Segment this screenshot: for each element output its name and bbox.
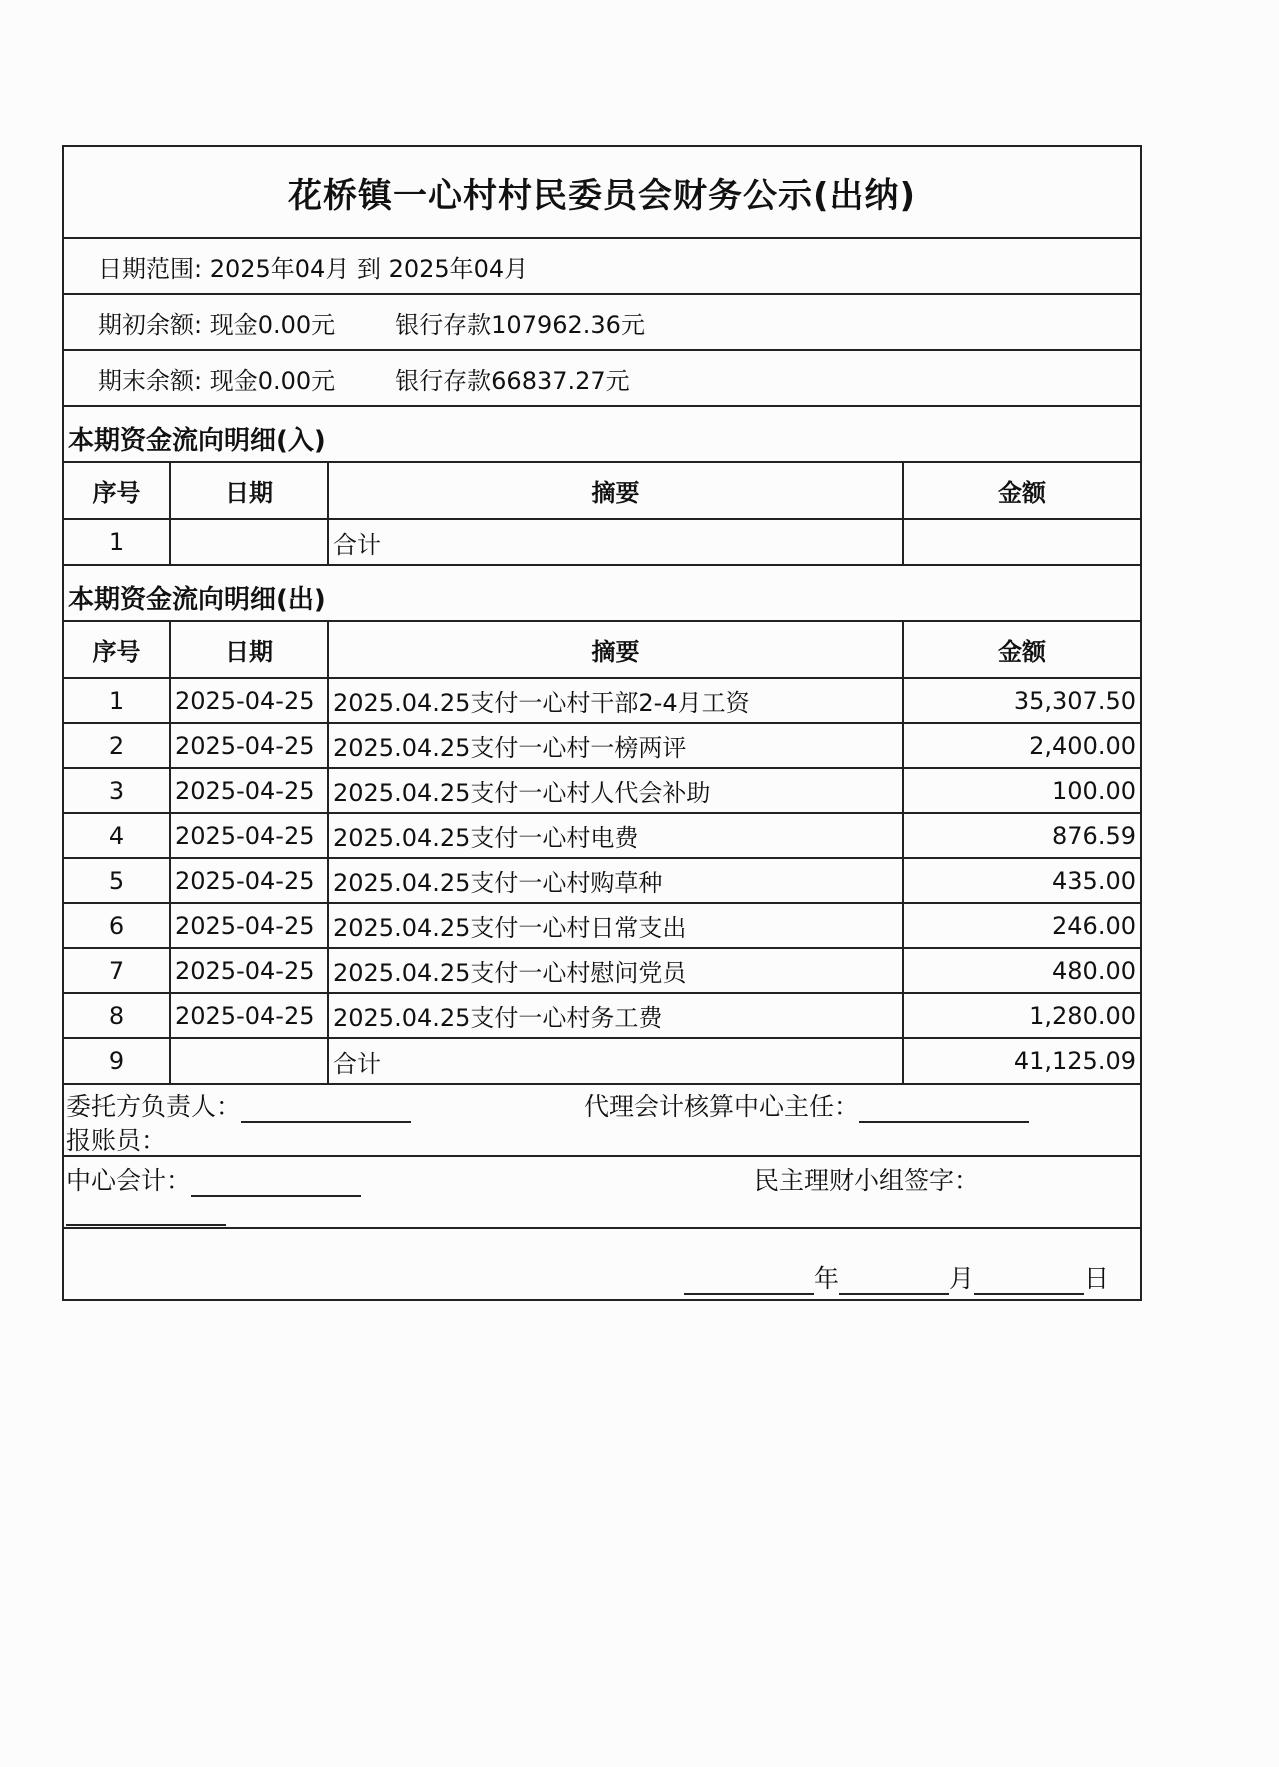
day-label: 日 [1084,1264,1110,1293]
signature-row-3 [64,1229,1140,1299]
clerk-sign-line[interactable] [166,1129,336,1157]
col-header: 摘要 [328,622,903,678]
table-row [64,903,1140,948]
principal-sign-line[interactable] [241,1095,411,1123]
row-date: 2025-04-25 [170,948,328,993]
row-amount [903,519,1140,564]
row-no: 4 [64,813,170,858]
income-header-row [64,463,1140,519]
row-summary: 2025.04.25支付一心村务工费 [328,993,903,1038]
day-line[interactable] [974,1267,1084,1295]
month-label: 月 [949,1264,975,1293]
row-amount: 435.00 [903,858,1140,903]
group-sign-label: 民主理财小组签字： [754,1166,980,1195]
row-date: 2025-04-25 [170,768,328,813]
table-row [64,519,1140,564]
signature-row-1 [64,1085,1140,1157]
col-header: 日期 [170,622,328,678]
row-date: 2025-04-25 [170,858,328,903]
center-accountant-sign-line[interactable] [191,1169,361,1197]
expense-table [64,622,1140,1083]
row-date [170,1038,328,1083]
row-date: 2025-04-25 [170,723,328,768]
closing-balance-row [64,351,1140,407]
table-row [64,993,1140,1038]
opening-balance-row [64,295,1140,351]
income-table [64,463,1140,564]
row-summary: 合计 [328,519,903,564]
title-row [64,147,1140,239]
center-accountant-label: 中心会计： [66,1166,192,1195]
row-summary: 2025.04.25支付一心村人代会补助 [328,768,903,813]
row-summary: 合计 [328,1038,903,1083]
income-heading: 本期资金流向明细(入) [68,426,326,456]
table-row [64,768,1140,813]
table-row [64,858,1140,903]
row-summary: 2025.04.25支付一心村购草种 [328,858,903,903]
row-amount: 41,125.09 [903,1038,1140,1083]
finance-sheet [62,145,1142,1301]
expense-table-wrap [64,622,1140,1085]
row-summary: 2025.04.25支付一心村日常支出 [328,903,903,948]
col-header: 序号 [64,463,170,519]
sheet-title: 花桥镇一心村村民委员会财务公示(出纳) [287,175,917,216]
row-amount: 2,400.00 [903,723,1140,768]
year-line[interactable] [684,1267,814,1295]
col-header: 金额 [903,622,1140,678]
row-no: 8 [64,993,170,1038]
closing-cash: 期末余额: 现金0.00元 [98,366,336,395]
row-no: 2 [64,723,170,768]
table-row [64,1038,1140,1083]
table-row [64,948,1140,993]
row-no: 1 [64,519,170,564]
row-no: 6 [64,903,170,948]
date-range-row [64,239,1140,295]
row-amount: 876.59 [903,813,1140,858]
row-amount: 480.00 [903,948,1140,993]
opening-cash: 期初余额: 现金0.00元 [98,310,336,339]
row-date [170,519,328,564]
month-line[interactable] [839,1267,949,1295]
row-amount: 35,307.50 [903,678,1140,723]
table-row [64,813,1140,858]
row-no: 5 [64,858,170,903]
date-range: 日期范围: 2025年04月 到 2025年04月 [98,254,529,283]
col-header: 摘要 [328,463,903,519]
income-heading-row [64,407,1140,463]
table-row [64,678,1140,723]
row-summary: 2025.04.25支付一心村一榜两评 [328,723,903,768]
row-no: 3 [64,768,170,813]
table-row [64,723,1140,768]
principal-label: 委托方负责人： [66,1092,242,1121]
row-date: 2025-04-25 [170,993,328,1038]
col-header: 金额 [903,463,1140,519]
extra-sign-line[interactable] [66,1198,226,1226]
opening-bank: 银行存款107962.36元 [395,310,645,339]
expense-heading-row [64,566,1140,622]
row-summary: 2025.04.25支付一心村电费 [328,813,903,858]
year-label: 年 [814,1264,840,1293]
expense-heading: 本期资金流向明细(出) [68,585,326,615]
row-no: 9 [64,1038,170,1083]
row-date: 2025-04-25 [170,813,328,858]
row-amount: 1,280.00 [903,993,1140,1038]
col-header: 序号 [64,622,170,678]
closing-bank: 银行存款66837.27元 [395,366,630,395]
clerk-label: 报账员： [66,1126,167,1155]
expense-header-row [64,622,1140,678]
row-summary: 2025.04.25支付一心村慰问党员 [328,948,903,993]
row-date: 2025-04-25 [170,678,328,723]
row-no: 7 [64,948,170,993]
signature-row-2 [64,1157,1140,1229]
row-summary: 2025.04.25支付一心村干部2-4月工资 [328,678,903,723]
center-director-sign-line[interactable] [859,1095,1029,1123]
signature-block [64,1085,1140,1299]
row-date: 2025-04-25 [170,903,328,948]
income-table-wrap [64,463,1140,566]
row-amount: 100.00 [903,768,1140,813]
row-amount: 246.00 [903,903,1140,948]
row-no: 1 [64,678,170,723]
center-director-label: 代理会计核算中心主任： [584,1092,860,1121]
col-header: 日期 [170,463,328,519]
